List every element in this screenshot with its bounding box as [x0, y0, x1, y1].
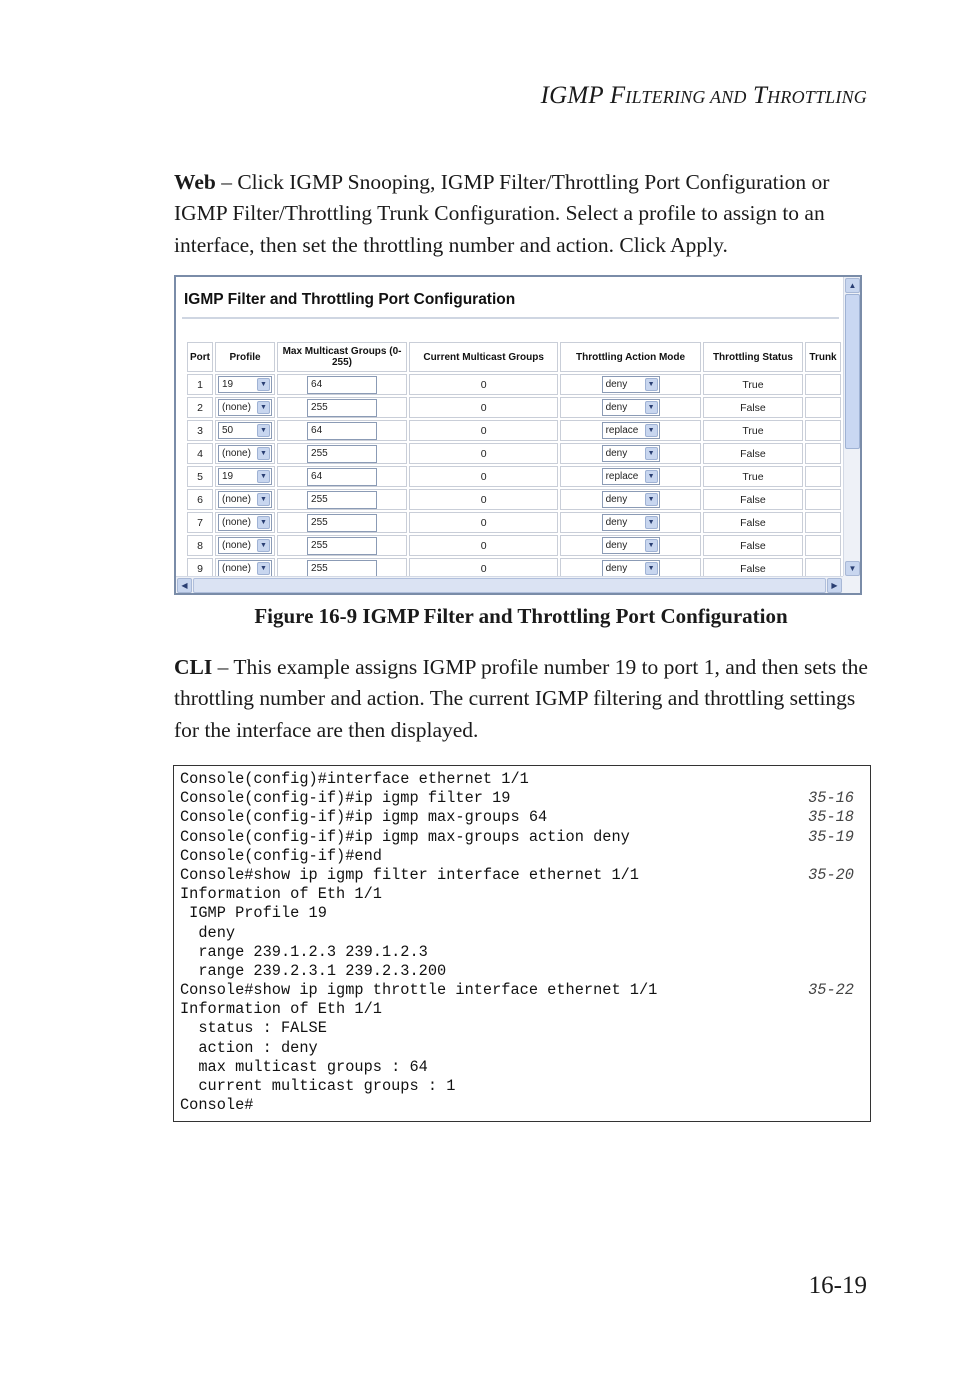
web-text: – Click IGMP Snooping, IGMP Filter/Throttling Port Configuration or IGMP Filter/Throttling Trunk Configuration. Select a profile to assign to an interface, then set the throttling number and action. Click Apply. [174, 170, 830, 257]
status-cell: True [703, 420, 803, 441]
action-mode-value: deny [605, 563, 628, 574]
running-head-smallcaps: ILTERING AND [625, 87, 747, 107]
action-mode-select[interactable] [602, 445, 660, 462]
code-text: Console(config)#interface ethernet 1/1 [180, 770, 529, 788]
current-groups-cell: 0 [409, 397, 558, 418]
chevron-down-icon[interactable]: ▼ [257, 447, 270, 460]
page-number: 16-19 [808, 1272, 867, 1299]
profile-select[interactable] [218, 514, 272, 531]
table-row [187, 489, 841, 510]
header-port: Port [187, 342, 213, 372]
status-cell: False [703, 443, 803, 464]
header-current-groups: Current Multicast Groups [409, 342, 558, 372]
code-line [180, 1019, 864, 1038]
port-config-table [185, 340, 843, 581]
trunk-cell [805, 420, 841, 441]
action-mode-cell [560, 489, 701, 510]
code-text: Console(config-if)#ip igmp filter 19 [180, 789, 511, 808]
profile-value: (none) [222, 448, 251, 459]
profile-value: 19 [222, 471, 234, 482]
running-head-part: IGMP F [540, 82, 626, 109]
chevron-down-icon[interactable]: ▼ [645, 447, 658, 460]
max-groups-input[interactable]: 64 [307, 422, 377, 440]
code-text: Information of Eth 1/1 [180, 885, 382, 904]
chevron-down-icon[interactable]: ▼ [645, 424, 658, 437]
max-groups-cell [277, 374, 407, 395]
header-trunk: Trunk [805, 342, 841, 372]
profile-select[interactable] [218, 376, 272, 393]
action-mode-value: deny [605, 494, 628, 505]
chevron-down-icon[interactable]: ▼ [645, 539, 658, 552]
code-text: status : FALSE [180, 1019, 327, 1038]
max-groups-input[interactable]: 255 [307, 445, 377, 463]
current-groups-cell: 0 [409, 374, 558, 395]
profile-cell [215, 512, 275, 533]
port-cell: 8 [187, 535, 213, 556]
code-line [180, 828, 864, 847]
action-mode-select[interactable] [602, 422, 660, 439]
chevron-down-icon[interactable]: ▼ [257, 470, 270, 483]
action-mode-select[interactable] [602, 491, 660, 508]
trunk-cell [805, 397, 841, 418]
scroll-up-icon[interactable]: ▲ [845, 278, 860, 293]
max-groups-input[interactable]: 64 [307, 468, 377, 486]
web-label: Web [174, 170, 216, 194]
code-line [180, 1000, 864, 1019]
table-row [187, 535, 841, 556]
max-groups-cell [277, 535, 407, 556]
cli-text: – This example assigns IGMP profile number 19 to port 1, and then sets the throttling number and action. The current IGMP filtering and throttling settings for the interface are then displayed. [174, 655, 868, 742]
max-groups-input[interactable]: 255 [307, 514, 377, 532]
chevron-down-icon[interactable]: ▼ [645, 562, 658, 575]
chevron-down-icon[interactable]: ▼ [645, 378, 658, 391]
web-instructions [174, 167, 874, 261]
cli-label: CLI [174, 655, 213, 679]
trunk-cell [805, 443, 841, 464]
profile-select[interactable] [218, 491, 272, 508]
trunk-cell [805, 466, 841, 487]
code-line [180, 808, 864, 827]
code-line [180, 924, 864, 943]
port-cell: 6 [187, 489, 213, 510]
profile-select[interactable] [218, 445, 272, 462]
running-head-part: T [746, 82, 768, 109]
port-cell: 3 [187, 420, 213, 441]
title-divider [182, 317, 839, 319]
max-groups-cell [277, 397, 407, 418]
table-row [187, 374, 841, 395]
running-head [541, 82, 867, 110]
scroll-right-icon[interactable]: ▶ [827, 578, 842, 593]
status-cell: False [703, 489, 803, 510]
status-cell: True [703, 466, 803, 487]
scroll-corner [843, 576, 860, 593]
current-groups-cell: 0 [409, 535, 558, 556]
code-text: IGMP Profile 19 [180, 904, 327, 923]
profile-select[interactable] [218, 560, 272, 577]
code-text: Console(config-if)#ip igmp max-groups 64 [180, 808, 548, 827]
action-mode-select[interactable] [602, 468, 660, 485]
profile-cell [215, 466, 275, 487]
code-text: Information of Eth 1/1 [180, 1000, 382, 1019]
chevron-down-icon[interactable]: ▼ [257, 516, 270, 529]
max-groups-cell [277, 420, 407, 441]
action-mode-value: deny [605, 448, 628, 459]
action-mode-cell [560, 466, 701, 487]
port-cell: 2 [187, 397, 213, 418]
action-mode-value: deny [605, 379, 628, 390]
scroll-left-icon[interactable]: ◀ [177, 578, 192, 593]
profile-value: 50 [222, 425, 234, 436]
profile-value: (none) [222, 563, 251, 574]
code-text: max multicast groups : 64 [180, 1057, 428, 1076]
status-cell: False [703, 558, 803, 579]
code-line [180, 1077, 864, 1096]
max-groups-input[interactable]: 64 [307, 376, 377, 394]
status-cell: False [703, 512, 803, 533]
action-mode-value: deny [605, 517, 628, 528]
code-text: deny [180, 923, 236, 942]
profile-cell [215, 443, 275, 464]
current-groups-cell: 0 [409, 558, 558, 579]
code-line [180, 943, 864, 962]
profile-select[interactable] [218, 399, 272, 416]
cli-code-block [173, 765, 871, 1122]
table-row [187, 420, 841, 441]
max-groups-input[interactable]: 255 [307, 560, 377, 578]
page-reference: 35-16 [808, 789, 854, 808]
table-body [187, 374, 841, 579]
vertical-scrollbar[interactable] [843, 277, 860, 577]
profile-cell [215, 374, 275, 395]
max-groups-cell [277, 443, 407, 464]
profile-value: (none) [222, 494, 251, 505]
action-mode-value: deny [605, 402, 628, 413]
port-cell: 5 [187, 466, 213, 487]
cli-instructions [174, 652, 874, 746]
page-reference: 35-18 [808, 808, 854, 827]
profile-cell [215, 420, 275, 441]
horizontal-scroll-thumb[interactable] [193, 578, 826, 593]
max-groups-input[interactable]: 255 [307, 399, 377, 417]
code-line [180, 866, 864, 885]
action-mode-value: replace [605, 425, 639, 436]
port-cell: 4 [187, 443, 213, 464]
current-groups-cell: 0 [409, 489, 558, 510]
status-cell: True [703, 374, 803, 395]
max-groups-cell [277, 489, 407, 510]
chevron-down-icon[interactable]: ▼ [645, 401, 658, 414]
table-row [187, 466, 841, 487]
screenshot-window [174, 275, 862, 595]
max-groups-input[interactable]: 255 [307, 491, 377, 509]
code-line [180, 981, 864, 1000]
trunk-cell [805, 489, 841, 510]
profile-select[interactable] [218, 537, 272, 554]
chevron-down-icon[interactable]: ▼ [257, 493, 270, 506]
port-cell: 7 [187, 512, 213, 533]
header-profile: Profile [215, 342, 275, 372]
action-mode-cell [560, 512, 701, 533]
vertical-scroll-thumb[interactable] [845, 294, 860, 449]
action-mode-select[interactable] [602, 537, 660, 554]
action-mode-select[interactable] [602, 399, 660, 416]
code-text: current multicast groups : 1 [180, 1077, 456, 1095]
code-line [180, 1039, 864, 1058]
status-cell: False [703, 397, 803, 418]
trunk-cell [805, 512, 841, 533]
max-groups-input[interactable]: 255 [307, 537, 377, 555]
trunk-cell [805, 374, 841, 395]
code-line [180, 847, 864, 866]
action-mode-value: replace [605, 471, 639, 482]
code-text: Console#show ip igmp throttle interface ethernet 1/1 [180, 981, 658, 1000]
status-cell: False [703, 535, 803, 556]
action-mode-cell [560, 535, 701, 556]
action-mode-cell [560, 443, 701, 464]
action-mode-select[interactable] [602, 376, 660, 393]
current-groups-cell: 0 [409, 443, 558, 464]
chevron-down-icon[interactable]: ▼ [645, 493, 658, 506]
action-mode-select[interactable] [602, 514, 660, 531]
action-mode-cell [560, 374, 701, 395]
header-status: Throttling Status [703, 342, 803, 372]
table-header-row [187, 342, 841, 372]
action-mode-cell [560, 420, 701, 441]
current-groups-cell: 0 [409, 466, 558, 487]
chevron-down-icon[interactable]: ▼ [257, 401, 270, 414]
profile-cell [215, 535, 275, 556]
code-text: range 239.2.3.1 239.2.3.200 [180, 961, 447, 980]
code-line [180, 1096, 864, 1115]
port-cell: 1 [187, 374, 213, 395]
page-reference: 35-19 [808, 827, 854, 846]
chevron-down-icon[interactable]: ▼ [257, 424, 270, 437]
config-title: IGMP Filter and Throttling Port Configuration [184, 291, 516, 308]
page-reference: 35-20 [808, 865, 854, 884]
horizontal-scrollbar[interactable] [176, 576, 843, 593]
figure-caption: Figure 16-9 IGMP Filter and Throttling Port Configuration [254, 604, 788, 628]
table-row [187, 443, 841, 464]
code-text: Console(config-if)#end [180, 846, 382, 865]
chevron-down-icon[interactable]: ▼ [645, 470, 658, 483]
trunk-cell [805, 535, 841, 556]
header-max-groups: Max Multicast Groups (0-255) [277, 342, 407, 372]
code-text: Console#show ip igmp filter interface ethernet 1/1 [180, 865, 639, 884]
profile-select[interactable] [218, 468, 272, 485]
max-groups-cell [277, 466, 407, 487]
action-mode-select[interactable] [602, 560, 660, 577]
running-head-smallcaps: HROTTLING [767, 87, 867, 107]
profile-value: 19 [222, 379, 234, 390]
page-reference: 35-22 [808, 981, 854, 1000]
scroll-down-icon[interactable]: ▼ [845, 561, 860, 576]
code-line [180, 770, 864, 789]
code-line [180, 885, 864, 904]
profile-cell [215, 489, 275, 510]
current-groups-cell: 0 [409, 420, 558, 441]
code-line [180, 962, 864, 981]
table-row [187, 397, 841, 418]
chevron-down-icon[interactable]: ▼ [257, 378, 270, 391]
profile-value: (none) [222, 517, 251, 528]
code-line [180, 1058, 864, 1077]
screenshot-content [176, 277, 843, 577]
code-text: Console(config-if)#ip igmp max-groups action deny [180, 827, 630, 846]
table-row [187, 512, 841, 533]
profile-cell [215, 397, 275, 418]
action-mode-value: deny [605, 540, 628, 551]
profile-value: (none) [222, 402, 251, 413]
max-groups-cell [277, 512, 407, 533]
current-groups-cell: 0 [409, 512, 558, 533]
code-line [180, 789, 864, 808]
chevron-down-icon[interactable]: ▼ [257, 539, 270, 552]
chevron-down-icon[interactable]: ▼ [257, 562, 270, 575]
action-mode-cell [560, 397, 701, 418]
code-text: range 239.1.2.3 239.1.2.3 [180, 942, 428, 961]
header-action-mode: Throttling Action Mode [560, 342, 701, 372]
port-cell: 9 [187, 558, 213, 579]
chevron-down-icon[interactable]: ▼ [645, 516, 658, 529]
profile-value: (none) [222, 540, 251, 551]
code-text: Console# [180, 1096, 254, 1115]
code-text: action : deny [180, 1038, 318, 1057]
profile-select[interactable] [218, 422, 272, 439]
code-line [180, 904, 864, 923]
